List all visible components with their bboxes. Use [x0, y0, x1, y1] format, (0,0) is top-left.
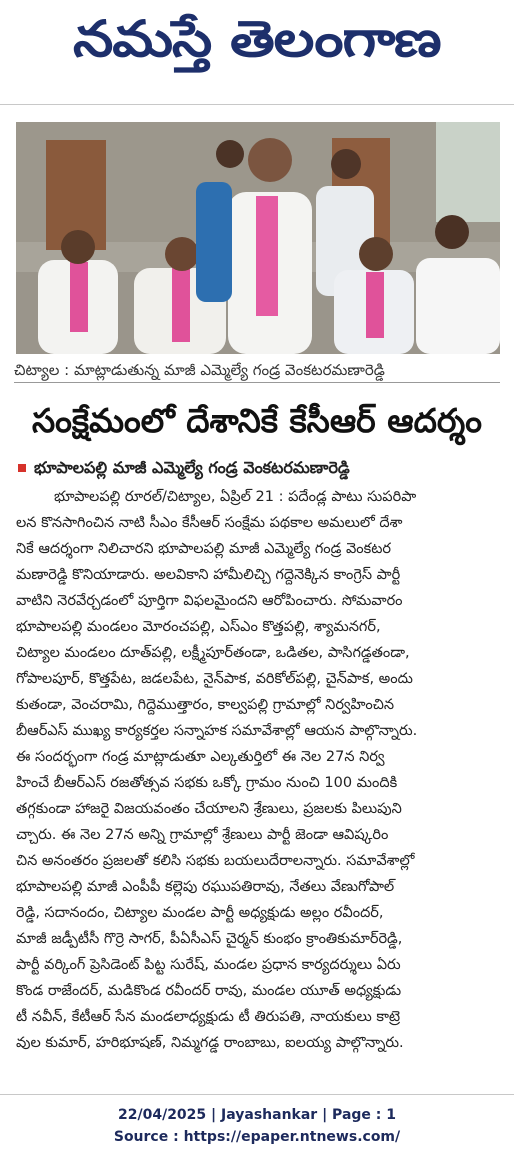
article-body — [16, 484, 500, 1056]
article-line: టీ నవీన్, కేటీఆర్ సేన మండలాధ్యక్షుడు టీ తిరుపతి, నాయకులు కాట్రె — [16, 1009, 401, 1025]
news-photo — [16, 122, 500, 354]
article-line: లన కొనసాగించిన నాటి సీఎం కేసీఆర్ సంక్షేమ పథకాల అమలులో దేశా — [16, 515, 403, 531]
article-line: మాజీ జడ్పీటీసీ గొర్రె సాగర్, పీఏసీఎస్ చైర్మన్ కుంభం క్రాంతికుమార్‌రెడ్డి, — [16, 931, 403, 947]
article-line: మణారెడ్డి కొనియాడారు. అలవికాని హామీలిచ్చి గద్దెనెక్కిన కాంగ్రెస్ పార్టీ — [16, 567, 401, 583]
article-line: వుల కుమార్, హరిభూషణ్, నిమ్మగడ్డ రాంబాబు, ఐలయ్య పాల్గొన్నారు. — [16, 1035, 404, 1051]
footer-edition: 22/04/2025 | Jayashankar | Page : 1 — [118, 1107, 396, 1123]
article-line: చిట్యాల మండలం దూత్‌పల్లి, లక్ష్మీపూర్‌తండా, ఒడితల, పాసిగడ్డతండా, — [16, 645, 410, 661]
masthead-title: నమస్తే తెలంగాణ — [73, 9, 441, 68]
article-line: భూపాలపల్లి మండలం మోరంచపల్లి, ఎస్ఎం కొత్తపల్లి, శ్యామనగర్, — [16, 619, 381, 635]
article-line: నికే ఆదర్శంగా నిలిచారని భూపాలపల్లి మాజీ ఎమ్మెల్యే గండ్ర వెంకటర — [16, 541, 391, 557]
article-line: భూపాలపల్లి రూరల్/చిట్యాల, ఏప్రిల్ 21 : పదేండ్ల పాటు సుపరిపా — [54, 489, 417, 505]
article-line: బీఆర్ఎస్ ముఖ్య కార్యకర్తల సన్నాహక సమావేశాల్లో ఆయన పాల్గొన్నారు. — [16, 723, 418, 739]
footer — [0, 1104, 514, 1148]
article-line: వాటిని నెరవేర్చడంలో పూర్తిగా విఫలమైందని ఆరోపించారు. సోమవారం — [16, 593, 403, 609]
article-line: హించే బీఆర్ఎస్ రజతోత్సవ సభకు ఒక్కో గ్రామం నుంచి 100 మందికి — [16, 775, 398, 791]
article-line: ఈ సందర్భంగా గండ్ర మాట్లాడుతూ ఎల్కతుర్తిలో ఈ నెల 27న నిర్వ — [16, 749, 385, 765]
masthead — [0, 6, 514, 72]
article-line: పార్టీ వర్కింగ్ ప్రెసిడెంట్ పిట్ట సురేష్, మండల ప్రధాన కార్యదర్శులు ఏరు — [16, 957, 401, 973]
article-line: చిన అనంతరం ప్రజలతో కలిసి సభకు బయలుదేరాలన్నారు. సమావేశాల్లో — [16, 853, 415, 869]
footer-divider — [0, 1094, 514, 1095]
article-headline: సంక్షేమంలో దేశానికే కేసీఆర్ ఆదర్శం — [31, 401, 482, 440]
article-subhead — [14, 456, 500, 480]
masthead-divider — [0, 104, 514, 105]
article-subhead-text: భూపాలపల్లి మాజీ ఎమ్మెల్యే గండ్ర వెంకటరమణారెడ్డి — [34, 458, 350, 477]
article-line: చ్చారు. ఈ నెల 27న అన్ని గ్రామాల్లో శ్రేణులు పార్టీ జెండా ఆవిష్కరిం — [16, 827, 389, 843]
photo-caption: చిట్యాల : మాట్లాడుతున్న మాజీ ఎమ్మెల్యే గండ్ర వెంకటరమణారెడ్డి — [14, 358, 500, 383]
article-line: గోపాలపూర్, కొత్తపేట, జడలపేట, నైన్‌పాక, వరికోల్‌పల్లి, చైన్‌పాక, అందు — [16, 671, 413, 687]
article-line: కొండ రాజేందర్, మడికొండ రవీందర్ రావు, మండల యూత్ అధ్యక్షుడు — [16, 983, 402, 999]
article-line: భూపాలపల్లి మాజీ ఎంపీపీ కల్లెపు రఘుపతిరావు, నేతలు వేణుగోపాల్ — [16, 879, 395, 895]
news-photo-illustration — [16, 122, 500, 354]
footer-source: Source : https://epaper.ntnews.com/ — [113, 1129, 401, 1145]
article-line: తగ్గకుండా హాజరై విజయవంతం చేయాలని శ్రేణులు, ప్రజలకు పిలుపుని — [16, 801, 402, 817]
article-line: రెడ్డి, సదానందం, చిట్యాల మండల పార్టీ అధ్యక్షుడు అల్లం రవీందర్, — [16, 905, 384, 921]
bullet-marker — [18, 464, 26, 472]
article-line: కుతండా, వెంచరామి, గిద్దెముత్తారం, కాల్వపల్లి గ్రామాల్లో నిర్వహించిన — [16, 697, 395, 713]
